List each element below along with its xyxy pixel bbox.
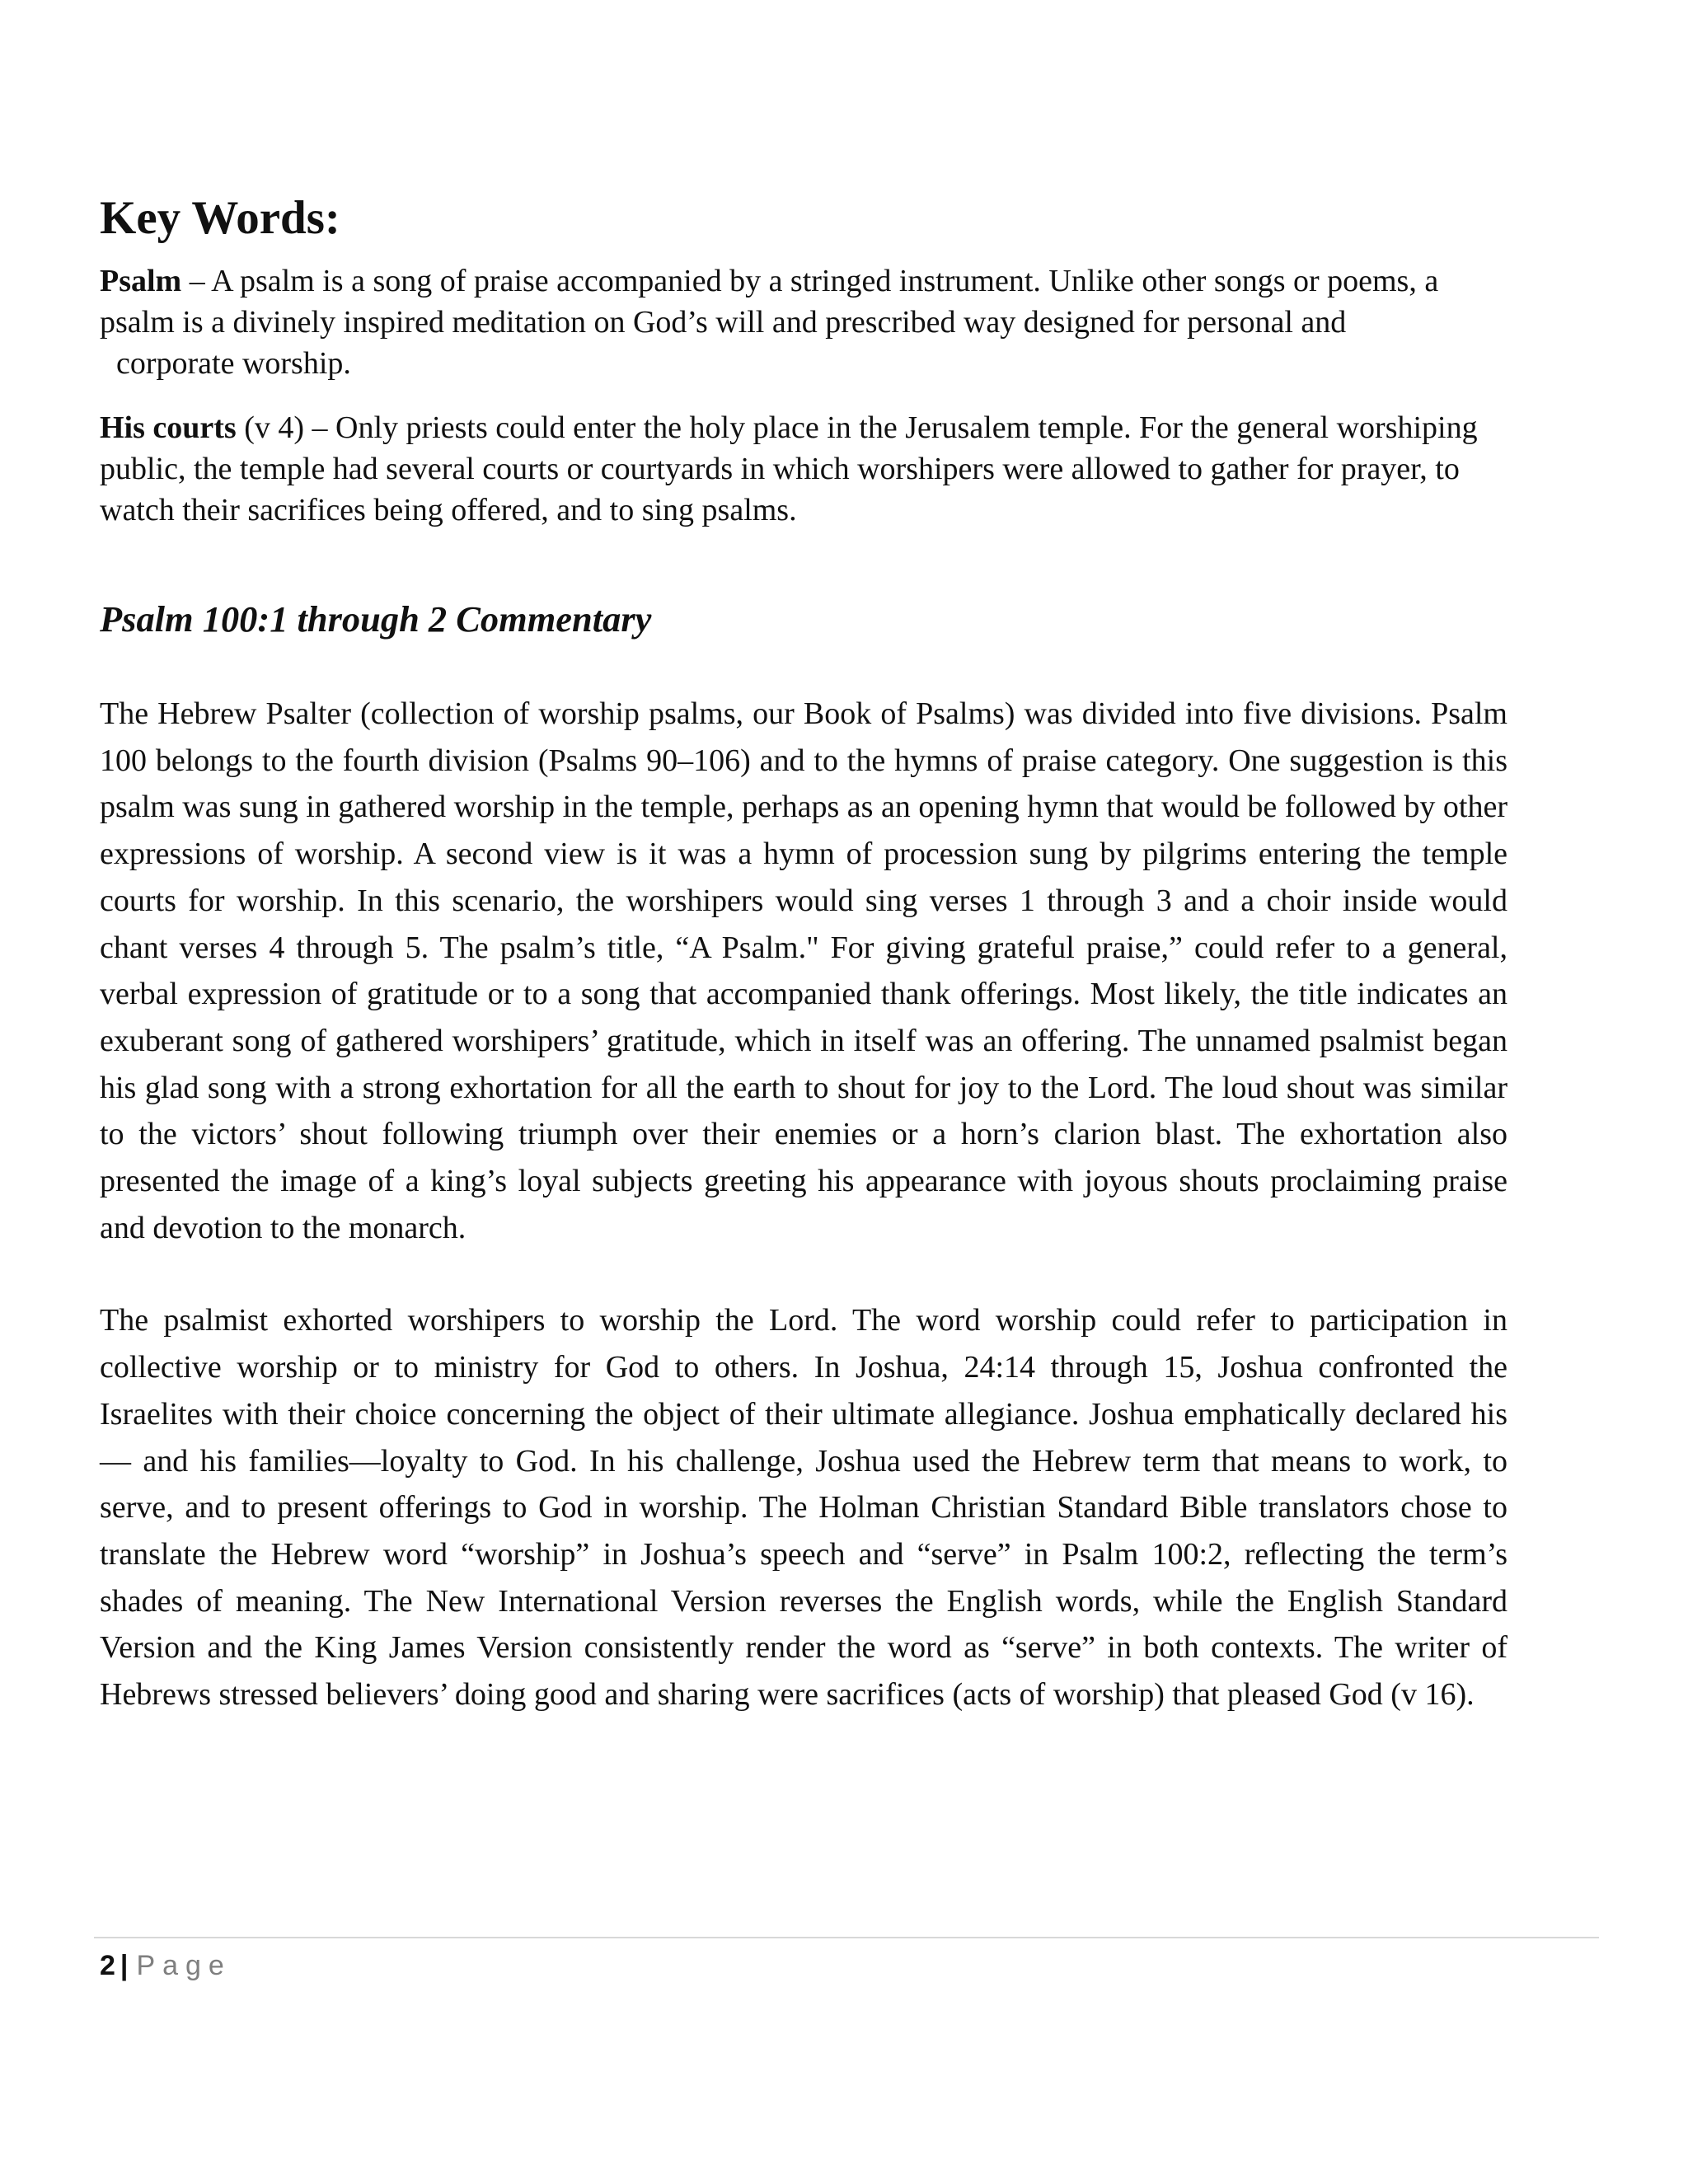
key-word-his-courts xyxy=(100,407,1507,531)
footer-divider xyxy=(94,1937,1599,1938)
page-number: 2 xyxy=(100,1950,115,1981)
key-word-definition: – A psalm is a song of praise accompanied by a stringed instrument. Unlike other songs or poems, a psalm is a divinely inspired meditation on God’s will and prescribed way designed for personal and xyxy=(100,264,1439,340)
page-content xyxy=(100,192,1507,1718)
commentary-heading: Psalm 100:1 through 2 Commentary xyxy=(100,598,652,640)
commentary-paragraph: The psalmist exhorted worshipers to worship the Lord. The word worship could refer to participation in collective worship or to ministry for God to others. In Joshua, 24:14 through 15, Joshua confronted the Israelites with their choice concerning the object of their ultimate allegiance. Joshua emphatically declared his— and his families—loyalty to God. In his challenge, Joshua used the Hebrew term that means to work, to serve, and to present offerings to God in worship. The Holman Christian Standard Bible translators chose to translate the Hebrew word “worship” in Joshua’s speech and “serve” in Psalm 100:2, reflecting the term’s shades of meaning. The New International Version reverses the English words, while the English Standard Version and the King James Version consistently render the word as “serve” in both contexts. The writer of Hebrews stressed believers’ doing good and sharing were sacrifices (acts of worship) that pleased God (v 16). xyxy=(100,1303,1507,1713)
key-word-definition-continuation: corporate worship. xyxy=(116,346,351,381)
key-words-heading: Key Words: xyxy=(100,192,340,244)
page-separator: | xyxy=(120,1950,129,1981)
commentary-paragraph: The Hebrew Psalter (collection of worship psalms, our Book of Psalms) was divided into five divisions. Psalm 100 belongs to the fourth division (Psalms 90–106) and to the hymns of praise category. One suggestion is this psalm was sung in gathered worship in the temple, perhaps as an opening hymn that would be followed by other expressions of worship. A second view is it was a hymn of procession sung by pilgrims entering the temple courts for worship. In this scenario, the worshipers would sing verses 1 through 3 and a choir inside would chant verses 4 through 5. The psalm’s title, “A Psalm." For giving grateful praise,” could refer to a general, verbal expression of gratitude or to a song that accompanied thank offerings. Most likely, the title indicates an exuberant song of gathered worshipers’ gratitude, which in itself was an offering. The unnamed psalmist began his glad song with a strong exhortation for all the earth to shout for joy to the Lord. The loud shout was similar to the victors’ shout following triumph over their enemies or a horn’s clarion blast. The exhortation also presented the image of a king’s loyal subjects greeting his appearance with joyous shouts proclaiming praise and devotion to the monarch. xyxy=(100,696,1507,1245)
key-word-definition: (v 4) – Only priests could enter the holy place in the Jerusalem temple. For the general worshiping public, the temple had several courts or courtyards in which worshipers were allowed to gather for prayer, to watch their sacrifices being offered, and to sing psalms. xyxy=(100,410,1478,527)
key-word-term: Psalm xyxy=(100,264,182,298)
page-footer xyxy=(100,1945,232,1986)
key-word-term: His courts xyxy=(100,410,237,445)
page-label: Page xyxy=(136,1950,232,1981)
key-word-psalm xyxy=(100,260,1507,384)
